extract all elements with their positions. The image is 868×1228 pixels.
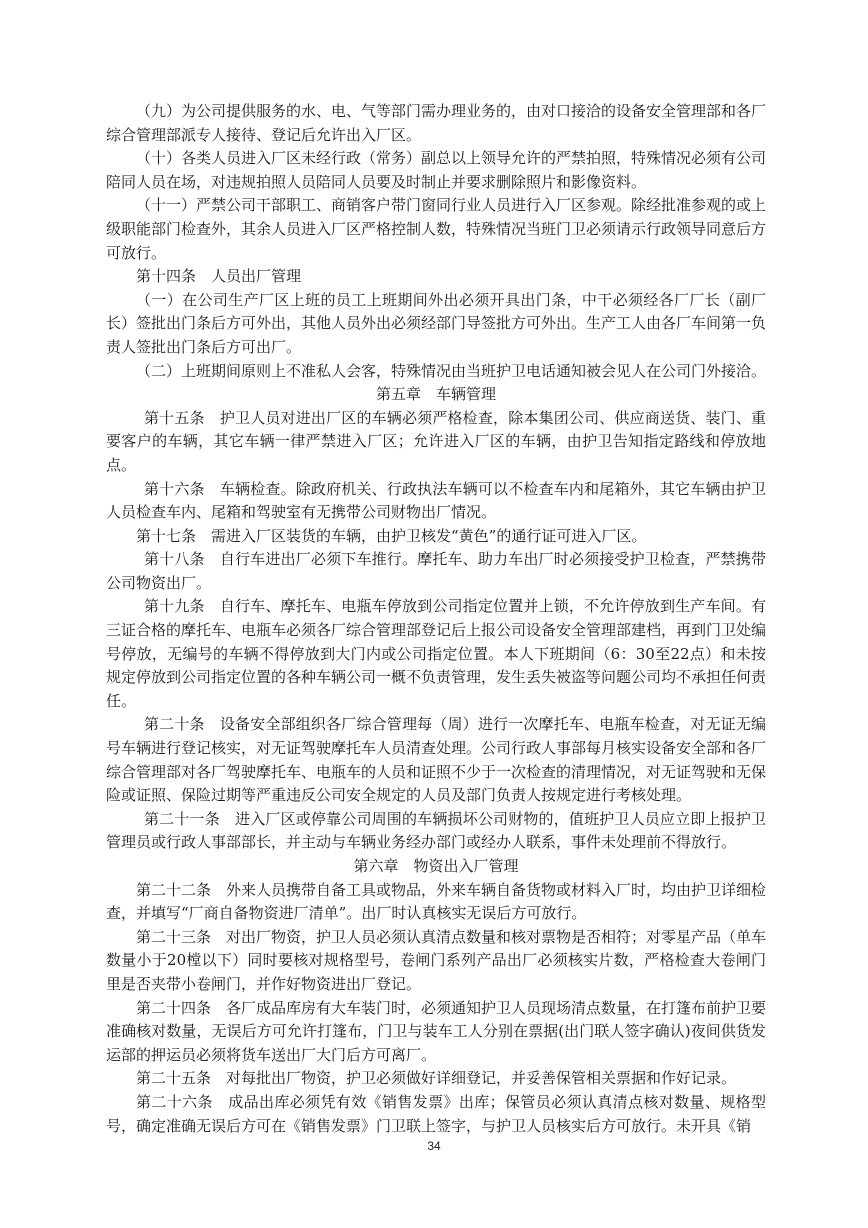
- paragraph-item-9: （九）为公司提供服务的水、电、气等部门需办理业务的，由对口接洽的设备安全管理部和各厂综合管理部派专人接待、登记后允许出入厂区。: [106, 102, 767, 144]
- article-16: 第十六条 车辆检查。除政府机关、行政执法车辆可以不检查车内和尾箱外，其它车辆由护卫人员检查车内、尾箱和驾驶室有无携带公司财物出厂情况。: [106, 479, 766, 522]
- article-20: 第二十条 设备安全部组织各厂综合管理每（周）进行一次摩托车、电瓶车检查，对无证无编号车辆进行登记核实，对无证驾驶摩托车人员清查处理。公司行政人事部每月核实设备安全部和各厂综合管理部对各厂驾驶摩托车、电瓶车的人员和证照不少于一次检查的清理情况，对无证驾驶和无保险或证照、保险过期等严重违反公司安全规定的人员及部门负责人按规定进行考核处理。: [106, 715, 767, 805]
- article-22: 第二十二条 外来人员携带自备工具或物品，外来车辆自备货物或材料入厂时，均由护卫详细检查，并填写“厂商自备物资进厂清单”。出厂时认真核实无误后方可放行。: [106, 880, 767, 923]
- article-19: 第十九条 自行车、摩托车、电瓶车停放到公司指定位置并上锁，不允许停放到生产车间。有三证合格的摩托车、电瓶车必须各厂综合管理部登记后上报公司设备安全管理部建档，再到门卫处编号停放，无编号的车辆不得停放到大门内或公司指定位置。本人下班期间（6：30至22点）和未按规定停放到公司指定位置的各种车辆公司一概不负责管理，发生丢失被盗等问题公司均不承担任何责任。: [106, 597, 767, 710]
- chapter-5-title: 第五章 车辆管理: [375, 385, 496, 404]
- page-number: 34: [427, 1139, 441, 1153]
- article-15: 第十五条 护卫人员对进出厂区的车辆必须严格检查，除本集团公司、供应商送货、装门、重要客户的车辆，其它车辆一律严禁进入厂区；允许进入厂区的车辆，由护卫告知指定路线和停放地点。: [106, 408, 766, 474]
- article-23: 第二十三条 对出厂物资，护卫人员必须认真清点数量和核对票物是否相符；对零星产品（单车数量小于20樘以下）同时要核对规格型号，卷闸门系列产品出厂必须核实片数，严格检查大卷闸门里是否夹带小卷闸门，并作好物资进出厂登记。: [106, 927, 767, 993]
- article-26: 第二十六条 成品出库必须凭有效《销售发票》出库；保管员必须认真清点核对数量、规格型号，确定准确无误后方可在《销售发票》门卫联上签字，与护卫人员核实后方可放行。未开具《销: [106, 1092, 766, 1135]
- article-21: 第二十一条 进入厂区或停靠公司周围的车辆损坏公司财物的，值班护卫人员应立即上报护卫管理员或行政人事部部长，并主动与车辆业务经办部门或经办人联系，事件未处理前不得放行。: [106, 809, 766, 852]
- article-17: 第十七条 需进入厂区装货的车辆，由护卫核发“黄色”的通行证可进入厂区。: [136, 526, 647, 545]
- article-14-heading: 第十四条 人员出厂管理: [136, 267, 302, 286]
- paragraph-item-11: （十一）严禁公司干部职工、商销客户带门窗同行业人员进行入厂区参观。除经批准参观的或上级职能部门检查外，其余人员进入厂区严格控制人数，特殊情况当班门卫必须请示行政领导同意后方可放行。: [106, 196, 767, 262]
- chapter-6-title: 第六章 物资出入厂管理: [353, 857, 519, 875]
- article-24: 第二十四条 各厂成品库房有大车装门时，必须通知护卫人员现场清点数量，在打篷布前护卫要准确核对数量，无误后方可允许打篷布，门卫与装车工人分别在票据(出门联人签字确认)夜间供货发运部的押运员必须将货车送出厂大门后方可离厂。: [106, 998, 767, 1064]
- paragraph-14-2: （二）上班期间原则上不准私人会客，特殊情况由当班护卫电话通知被会见人在公司门外接洽。: [136, 361, 767, 380]
- article-18: 第十八条 自行车进出厂必须下车推行。摩托车、助力车出厂时必须接受护卫检查，严禁携带公司物资出厂。: [106, 550, 766, 592]
- document-body: [106, 100, 766, 1138]
- paragraph-14-1: （一）在公司生产厂区上班的员工上班期间外出必须开具出门条，中干必须经各厂厂长（副厂长）签批出门条后方可外出，其他人员外出必须经部门导签批方可外出。生产工人由各厂车间第一负责人签批出门条后方可出厂。: [106, 290, 767, 356]
- article-25: 第二十五条 对每批出厂物资，护卫必须做好详细登记，并妥善保管相关票据和作好记录。: [136, 1069, 737, 1088]
- paragraph-item-10: （十）各类人员进入厂区未经行政（常务）副总以上领导允许的严禁拍照，特殊情况必须有公司陪同人员在场，对违规拍照人员陪同人员要及时制止并要求删除照片和影像资料。: [106, 149, 767, 191]
